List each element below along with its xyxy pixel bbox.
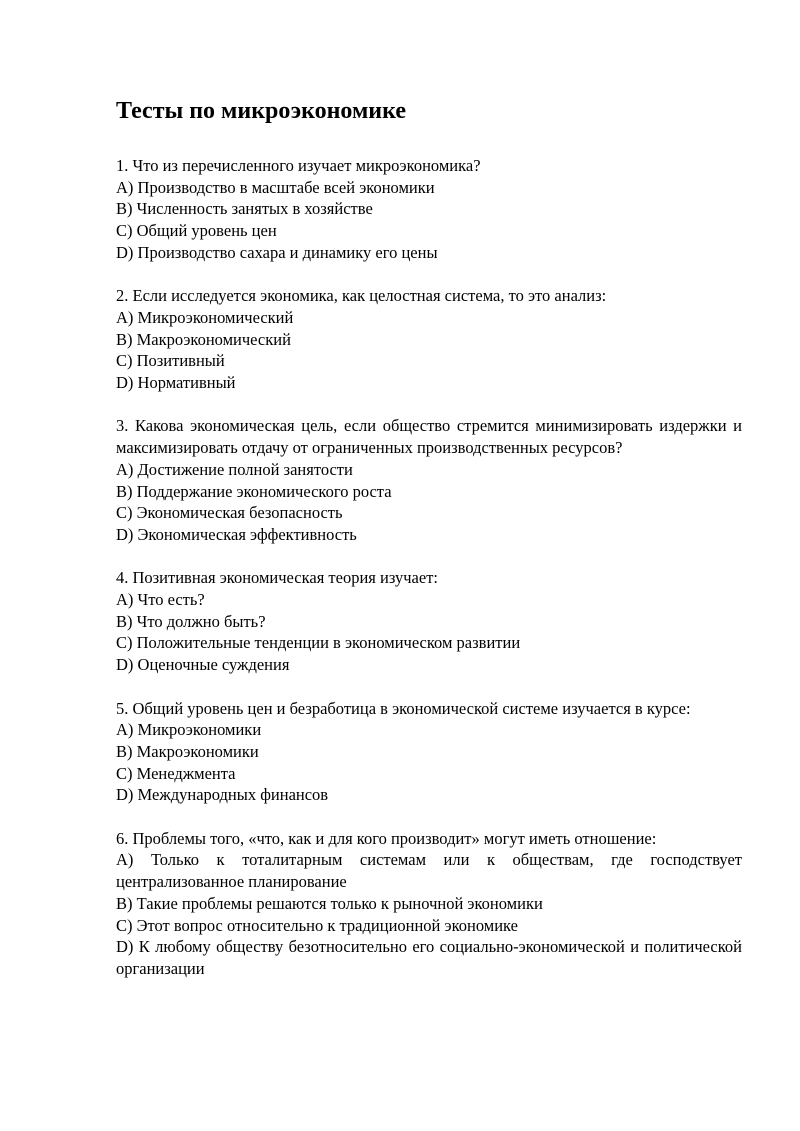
answer-option-c: C) Этот вопрос относительно к традиционной экономике xyxy=(116,915,518,935)
answer-option-b: B) Что должно быть? xyxy=(116,611,266,631)
answer-option-a: A) Микроэкономики xyxy=(116,720,262,740)
question-3 xyxy=(116,415,742,545)
question-text: 3. Какова экономическая цель, если общество стремится минимизировать издержки и максимизировать отдачу от ограниченных производственных ресурсов? xyxy=(116,416,742,458)
answer-option-a: A) Производство в масштабе всей экономики xyxy=(116,177,435,197)
answer-option-c: C) Положительные тенденции в экономическом развитии xyxy=(116,633,521,653)
answer-option-d: D) Производство сахара и динамику его цены xyxy=(116,242,438,262)
answer-option-d: D) Нормативный xyxy=(116,373,236,393)
question-text: 2. Если исследуется экономика, как целостная система, то это анализ: xyxy=(116,286,607,306)
page-title: Тесты по микроэкономике xyxy=(116,98,407,124)
answer-option-b: B) Численность занятых в хозяйстве xyxy=(116,199,373,219)
question-4 xyxy=(116,567,742,676)
answer-option-a: A) Достижение полной занятости xyxy=(116,459,353,479)
answer-option-c: C) Общий уровень цен xyxy=(116,221,277,241)
question-text: 4. Позитивная экономическая теория изучает: xyxy=(116,568,438,588)
answer-option-b: B) Макроэкономики xyxy=(116,741,259,761)
question-1 xyxy=(116,155,742,264)
answer-option-c: C) Менеджмента xyxy=(116,763,236,783)
question-text: 6. Проблемы того, «что, как и для кого производит» могут иметь отношение: xyxy=(116,828,657,848)
question-5 xyxy=(116,698,742,807)
answer-option-d: D) Оценочные суждения xyxy=(116,655,290,675)
answer-option-b: B) Поддержание экономического роста xyxy=(116,481,392,501)
answer-option-c: C) Позитивный xyxy=(116,351,225,371)
answer-option-a: A) Что есть? xyxy=(116,590,205,610)
answer-option-a: A) Только к тоталитарным системам или к обществам, где господствует централизованное планирование xyxy=(116,850,742,892)
answer-option-c: C) Экономическая безопасность xyxy=(116,503,343,523)
question-text: 1. Что из перечисленного изучает микроэкономика? xyxy=(116,156,481,175)
answer-option-d: D) Экономическая эффективность xyxy=(116,524,357,544)
question-text: 5. Общий уровень цен и безработица в экономической системе изучается в курсе: xyxy=(116,698,691,718)
answer-option-b: B) Макроэкономический xyxy=(116,329,291,349)
answer-option-b: B) Такие проблемы решаются только к рыночной экономики xyxy=(116,893,543,913)
question-6 xyxy=(116,828,742,980)
answer-option-d: D) К любому обществу безотносительно его социально-экономической и политической организации xyxy=(116,937,742,978)
document-page xyxy=(116,96,742,1001)
question-2 xyxy=(116,285,742,394)
answer-option-d: D) Международных финансов xyxy=(116,785,329,805)
answer-option-a: A) Микроэкономический xyxy=(116,307,294,327)
